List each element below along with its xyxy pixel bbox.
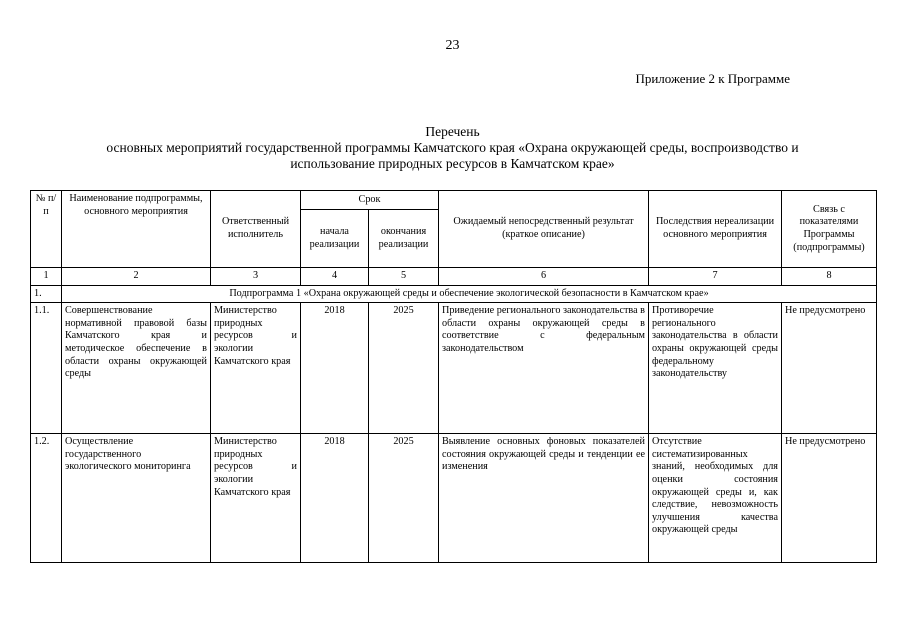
row-link: Не предусмотрено xyxy=(782,303,877,434)
header-link: Связь с показателями Программы (подпрограммы) xyxy=(782,191,877,268)
table-row xyxy=(31,303,877,434)
header-start: начала реализации xyxy=(301,210,369,268)
header-result: Ожидаемый непосредственный результат (краткое описание) xyxy=(439,191,649,268)
header-term: Срок xyxy=(301,191,439,210)
row-executor: Министерство природных ресурсов и экологии Камчатского края xyxy=(211,303,301,434)
column-number-row xyxy=(31,268,877,286)
row-consequences: Отсутствие систематизированных знаний, необходимых для оценки состояния окружающей среды и, как следствие, невозможность улучшения качества окружающей среды xyxy=(649,434,782,563)
measures-table xyxy=(30,190,877,563)
header-row-1 xyxy=(31,191,877,210)
column-number: 3 xyxy=(211,268,301,286)
appendix-label: Приложение 2 к Программе xyxy=(635,71,790,86)
table-row xyxy=(31,434,877,563)
row-end: 2025 xyxy=(369,303,439,434)
header-consequences: Последствия нереализации основного мероприятия xyxy=(649,191,782,268)
subprogram-row xyxy=(31,285,877,303)
header-name: Наименование подпрограммы, основного мероприятия xyxy=(62,191,211,268)
column-number: 4 xyxy=(301,268,369,286)
title-line-3: использование природных ресурсов в Камчатском крае» xyxy=(290,156,615,171)
row-num: 1.2. xyxy=(31,434,62,563)
header-end: окончания реализации xyxy=(369,210,439,268)
subprogram-title: Подпрограмма 1 «Охрана окружающей среды и обеспечение экологической безопасности в Камчатском крае» xyxy=(62,285,877,303)
subprogram-num: 1. xyxy=(31,285,62,303)
row-consequences: Противоречие регионального законодательства в области охраны окружающей среды федеральному законодательству xyxy=(649,303,782,434)
column-number: 7 xyxy=(649,268,782,286)
row-link: Не предусмотрено xyxy=(782,434,877,563)
column-number: 1 xyxy=(31,268,62,286)
document-title xyxy=(40,124,865,172)
row-end: 2025 xyxy=(369,434,439,563)
header-num: № п/п xyxy=(31,191,62,268)
title-line-1: Перечень xyxy=(425,124,480,139)
row-name: Совершенствование нормативной правовой базы Камчатского края и методическое обеспечение в области охраны окружающей среды xyxy=(62,303,211,434)
column-number: 6 xyxy=(439,268,649,286)
page-number: 23 xyxy=(445,38,460,53)
row-name: Осуществление государственного экологического мониторинга xyxy=(62,434,211,563)
column-number: 5 xyxy=(369,268,439,286)
column-number: 2 xyxy=(62,268,211,286)
row-result: Приведение регионального законодательства в области охраны окружающей среды в соответствие с федеральным законодательством xyxy=(439,303,649,434)
header-executor: Ответственный исполнитель xyxy=(211,191,301,268)
row-executor: Министерство природных ресурсов и экологии Камчатского края xyxy=(211,434,301,563)
row-result: Выявление основных фоновых показателей состояния окружающей среды и тенденции ее изменения xyxy=(439,434,649,563)
row-start: 2018 xyxy=(301,303,369,434)
row-start: 2018 xyxy=(301,434,369,563)
title-line-2: основных мероприятий государственной программы Камчатского края «Охрана окружающей среды, воспроизводство и xyxy=(106,140,799,155)
column-number: 8 xyxy=(782,268,877,286)
row-num: 1.1. xyxy=(31,303,62,434)
